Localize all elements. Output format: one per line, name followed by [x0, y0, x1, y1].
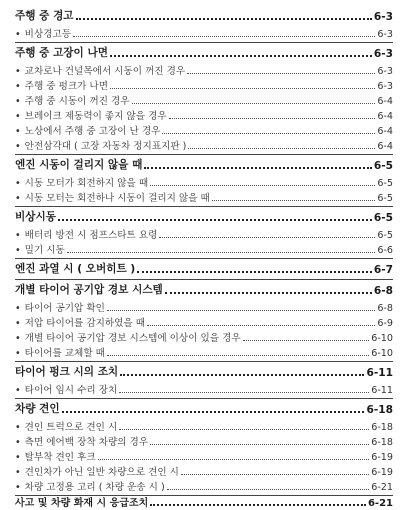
- toc-item-label: • 배터리 방전 시 점프스타트 요령: [15, 227, 157, 241]
- dot-leader: [147, 325, 375, 326]
- toc-heading[interactable]: [15, 261, 393, 276]
- section-divider: [15, 154, 393, 155]
- toc-heading-title: 주행 중 고장이 나면: [15, 47, 108, 59]
- toc-heading-title: 엔진 과열 시 ( 오버히트 ): [15, 263, 136, 275]
- toc-item[interactable]: [15, 27, 393, 40]
- toc-item-label: • 탈부착 견인 후크: [15, 449, 96, 463]
- dot-leader: [243, 340, 370, 341]
- toc-item-page: 6-5: [377, 193, 393, 204]
- toc-item[interactable]: [15, 79, 393, 92]
- toc-heading-page: 6-3: [373, 48, 393, 60]
- toc-heading-title: 차량 견인: [15, 403, 60, 415]
- dot-leader: [76, 18, 372, 20]
- dot-leader: [212, 200, 376, 201]
- dot-leader: [107, 310, 375, 311]
- toc-heading-page: 6-11: [366, 367, 393, 379]
- toc-item-label: • 타이어 공기압 확인: [15, 300, 105, 314]
- section-divider: [15, 42, 393, 43]
- dot-leader: [165, 292, 372, 294]
- dot-leader: [119, 429, 369, 430]
- toc-item-label: • 견인 트럭으로 견인 시: [15, 419, 117, 433]
- toc-item-label: • 주행 중 시동이 꺼진 경우: [15, 93, 130, 107]
- toc-item[interactable]: [15, 331, 393, 344]
- dot-leader: [159, 237, 375, 238]
- toc-item[interactable]: [15, 346, 393, 359]
- toc-item-page: 6-21: [371, 482, 393, 493]
- toc-item[interactable]: [15, 243, 393, 256]
- dot-leader: [137, 271, 372, 273]
- toc-item[interactable]: [15, 109, 393, 122]
- toc-heading-page: 6-7: [373, 264, 393, 276]
- toc-item-page: 6-8: [377, 303, 393, 314]
- dot-leader: [167, 489, 370, 490]
- section-divider: [15, 258, 393, 259]
- section-divider: [15, 398, 393, 399]
- toc-heading-page: 6-21: [367, 498, 393, 509]
- toc-heading-title: 주행 중 경고: [15, 10, 74, 22]
- toc-item-label: • 개별 타이어 공기압 경보 시스템에 이상이 있을 경우: [15, 330, 241, 344]
- toc-heading[interactable]: [15, 282, 393, 297]
- dot-leader: [150, 185, 375, 186]
- toc-heading[interactable]: [15, 45, 393, 60]
- toc-heading[interactable]: [15, 209, 393, 224]
- dot-leader: [110, 55, 372, 57]
- dot-leader: [150, 444, 369, 445]
- toc-item[interactable]: [15, 228, 393, 241]
- toc-heading[interactable]: [15, 364, 393, 379]
- dot-leader: [110, 88, 375, 89]
- toc-item[interactable]: [15, 316, 393, 329]
- toc-item-page: 6-18: [371, 437, 393, 448]
- toc-item-page: 6-4: [377, 96, 393, 107]
- toc-item[interactable]: [15, 191, 393, 204]
- toc-heading[interactable]: [15, 401, 393, 416]
- toc-item-label: • 타이어 임시 수리 장치: [15, 382, 117, 396]
- toc-item-page: 6-5: [377, 178, 393, 189]
- dot-leader: [67, 252, 376, 253]
- dot-leader: [144, 167, 372, 169]
- toc-item-page: 6-3: [377, 81, 393, 92]
- toc-item[interactable]: [15, 450, 393, 463]
- dot-leader: [132, 103, 376, 104]
- toc-heading[interactable]: [15, 496, 393, 509]
- section-divider: [15, 206, 393, 207]
- toc-item-label: • 시동 모터가 회전하지 않을 때: [15, 175, 148, 189]
- toc-item-page: 6-19: [371, 452, 393, 463]
- toc-item-label: • 견인차가 아닌 일반 차량으로 견인 시: [15, 464, 179, 478]
- toc-heading-page: 6-5: [373, 212, 393, 224]
- toc-item[interactable]: [15, 94, 393, 107]
- toc-item-page: 6-6: [377, 245, 393, 256]
- toc-item-page: 6-3: [377, 66, 393, 77]
- toc-item-label: • 교차로나 건널목에서 시동이 꺼진 경우: [15, 63, 185, 77]
- toc-item-label: • 브레이크 제동력이 좋지 않을 경우: [15, 108, 167, 122]
- dot-leader: [169, 118, 376, 119]
- section-divider: [15, 279, 393, 280]
- toc-item-label: • 안전삼각대 ( 고장 자동차 정지표지판 ): [15, 138, 186, 152]
- toc-heading-title: 개별 타이어 공기압 경보 시스템: [15, 284, 163, 296]
- dot-leader: [73, 36, 375, 37]
- toc-heading-page: 6-18: [366, 404, 393, 416]
- toc-item-label: • 시동 모터는 회전하나 시동이 걸리지 않을 때: [15, 190, 210, 204]
- dot-leader: [58, 219, 372, 221]
- toc-item[interactable]: [15, 139, 393, 152]
- toc-heading-page: 6-3: [373, 11, 393, 23]
- toc-item[interactable]: [15, 480, 393, 493]
- toc-item-page: 6-11: [371, 385, 393, 396]
- toc-item[interactable]: [15, 383, 393, 396]
- dot-leader: [107, 355, 369, 356]
- toc-item-page: 6-4: [377, 141, 393, 152]
- toc-heading-title: 타이어 펑크 시의 조치: [15, 366, 119, 378]
- toc-item-page: 6-4: [377, 111, 393, 122]
- toc-item-label: • 저압 타이어를 감지하였을 때: [15, 315, 145, 329]
- toc-heading-title: 엔진 시동이 걸리지 않을 때: [15, 159, 143, 171]
- toc-heading-page: 6-8: [373, 285, 393, 297]
- toc-heading-title: 사고 및 차량 화재 시 응급조치: [15, 498, 149, 509]
- toc-item-page: 6-10: [371, 348, 393, 359]
- dot-leader: [150, 504, 366, 506]
- section-divider: [15, 361, 393, 362]
- toc-item-page: 6-18: [371, 422, 393, 433]
- toc-item[interactable]: [15, 301, 393, 314]
- toc-item-label: • 노상에서 주행 중 고장이 난 경우: [15, 123, 160, 137]
- toc-item[interactable]: [15, 124, 393, 137]
- toc-item[interactable]: [15, 465, 393, 478]
- toc-item-page: 6-3: [377, 29, 393, 40]
- toc-item-page: 6-9: [377, 318, 393, 329]
- toc-heading[interactable]: [15, 157, 393, 172]
- toc-item[interactable]: [15, 64, 393, 77]
- dot-leader: [187, 73, 375, 74]
- toc-item[interactable]: [15, 420, 393, 433]
- dot-leader: [98, 459, 370, 460]
- toc-item[interactable]: [15, 176, 393, 189]
- toc-item-page: 6-19: [371, 467, 393, 478]
- toc-heading[interactable]: [15, 8, 393, 23]
- toc-item-label: • 차량 고정용 고리 ( 차량 운송 시 ): [15, 479, 165, 493]
- toc-item[interactable]: [15, 435, 393, 448]
- toc-item-label: • 측면 에어백 장착 차량의 경우: [15, 434, 148, 448]
- toc-item-page: 6-4: [377, 126, 393, 137]
- dot-leader: [188, 148, 375, 149]
- toc-item-page: 6-5: [377, 230, 393, 241]
- toc-item-page: 6-10: [371, 333, 393, 344]
- dot-leader: [120, 374, 364, 376]
- dot-leader: [62, 411, 365, 413]
- toc-heading-title: 비상시동: [15, 211, 56, 223]
- toc-item-label: • 타이어를 교체할 때: [15, 345, 105, 359]
- toc-item-label: • 주행 중 펑크가 나면: [15, 78, 108, 92]
- dot-leader: [162, 133, 375, 134]
- dot-leader: [181, 474, 369, 475]
- dot-leader: [119, 392, 369, 393]
- toc-item-label: • 밀기 시동: [15, 242, 65, 256]
- toc-heading-page: 6-5: [373, 160, 393, 172]
- toc-item-label: • 비상경고등: [15, 26, 71, 40]
